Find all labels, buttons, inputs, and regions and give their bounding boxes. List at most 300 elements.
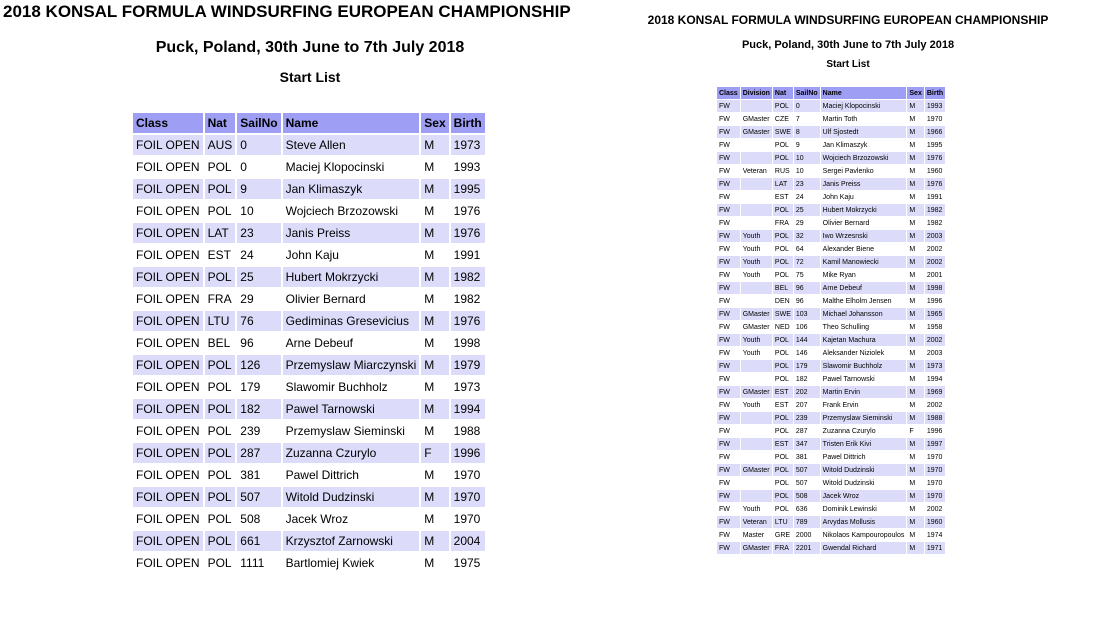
sex-cell: M [907,269,923,281]
sex-cell: F [907,425,923,437]
class-cell: FOIL OPEN [133,201,203,221]
table-row [717,165,945,177]
name-cell: Zuzanna Czurylo [283,443,420,463]
name-cell: Slawomir Buchholz [283,377,420,397]
table-row [133,509,485,529]
table-header-row [133,113,485,133]
name-cell: Wojciech Brzozowski [821,152,907,164]
birth-cell: 1993 [451,157,485,177]
table-row [717,334,945,346]
table-row [717,217,945,229]
birth-cell: 1994 [925,373,945,385]
division-cell: Veteran [741,516,772,528]
class-cell: FOIL OPEN [133,509,203,529]
nat-cell: POL [773,230,793,242]
sex-cell: M [907,490,923,502]
table-row [133,465,485,485]
table-row [717,126,945,138]
sailno-cell: 1111 [237,553,280,573]
column-header: Class [133,113,203,133]
sailno-cell: 75 [794,269,820,281]
nat-cell: NED [773,321,793,333]
sex-cell: M [421,157,448,177]
name-cell: Mike Ryan [821,269,907,281]
name-cell: Janis Preiss [821,178,907,190]
birth-cell: 2001 [925,269,945,281]
nat-cell: POL [205,553,236,573]
birth-cell: 1991 [925,191,945,203]
table-row [133,267,485,287]
name-cell: Jacek Wroz [283,509,420,529]
nat-cell: GRE [773,529,793,541]
table-row [133,355,485,375]
division-cell: Youth [741,230,772,242]
table-row [133,487,485,507]
name-cell: Ulf Sjostedt [821,126,907,138]
name-cell: Jan Klimaszyk [821,139,907,151]
table-row [133,399,485,419]
table-row [717,230,945,242]
column-header: Sex [421,113,448,133]
sailno-cell: 0 [794,100,820,112]
table-header-row [717,87,945,99]
name-cell: Theo Schulling [821,321,907,333]
sex-cell: M [907,217,923,229]
class-cell: FW [717,243,740,255]
birth-cell: 1982 [451,289,485,309]
sex-cell: M [421,201,448,221]
class-cell: FOIL OPEN [133,487,203,507]
name-cell: Przemyslaw Miarczynski [283,355,420,375]
sex-cell: M [907,321,923,333]
division-cell: Master [741,529,772,541]
class-cell: FW [717,217,740,229]
event-subtitle: Puck, Poland, 30th June to 7th July 2018 [155,39,465,56]
division-cell: GMaster [741,386,772,398]
name-cell: Olivier Bernard [283,289,420,309]
class-cell: FW [717,464,740,476]
sex-cell: M [421,311,448,331]
name-cell: Maciej Klopocinski [821,100,907,112]
name-cell: Nikolaos Kampouropoulos [821,529,907,541]
nat-cell: POL [205,355,236,375]
class-cell: FW [717,204,740,216]
sailno-cell: 24 [794,191,820,203]
nat-cell: FRA [773,542,793,554]
sailno-cell: 9 [794,139,820,151]
table-row [717,438,945,450]
class-cell: FW [717,100,740,112]
nat-cell: CZE [773,113,793,125]
sex-cell: M [421,267,448,287]
table-row [717,321,945,333]
column-header: Sex [907,87,923,99]
table-row [717,412,945,424]
sailno-cell: 239 [237,421,280,441]
name-cell: Zuzanna Czurylo [821,425,907,437]
nat-cell: EST [773,438,793,450]
sailno-cell: 2201 [794,542,820,554]
sailno-cell: 2000 [794,529,820,541]
division-cell [741,204,772,216]
sailno-cell: 72 [794,256,820,268]
table-row [717,100,945,112]
birth-cell: 1971 [925,542,945,554]
birth-cell: 1982 [451,267,485,287]
nat-cell: POL [773,490,793,502]
name-cell: Martin Ervin [821,386,907,398]
sex-cell: M [421,223,448,243]
class-cell: FW [717,529,740,541]
sex-cell: M [421,487,448,507]
division-cell [741,438,772,450]
sailno-cell: 636 [794,503,820,515]
birth-cell: 1976 [451,201,485,221]
name-cell: Janis Preiss [283,223,420,243]
nat-cell: EST [773,386,793,398]
sailno-cell: 239 [794,412,820,424]
sex-cell: F [421,443,448,463]
table-row [717,295,945,307]
nat-cell: POL [773,503,793,515]
class-cell: FOIL OPEN [133,223,203,243]
name-cell: Jacek Wroz [821,490,907,502]
name-cell: Iwo Wrzesnski [821,230,907,242]
class-cell: FW [717,360,740,372]
table-row [133,377,485,397]
class-cell: FW [717,295,740,307]
division-cell: Veteran [741,165,772,177]
table-row [717,204,945,216]
sailno-cell: 507 [237,487,280,507]
division-cell [741,295,772,307]
class-cell: FW [717,451,740,463]
birth-cell: 1976 [925,178,945,190]
table-row [133,311,485,331]
sex-cell: M [907,191,923,203]
nat-cell: SWE [773,126,793,138]
name-cell: Przemyslaw Sieminski [821,412,907,424]
table-row [717,399,945,411]
sex-cell: M [421,333,448,353]
sex-cell: M [421,355,448,375]
sex-cell: M [907,243,923,255]
nat-cell: POL [205,399,236,419]
birth-cell: 1994 [451,399,485,419]
name-cell: Aleksander Niziolek [821,347,907,359]
name-cell: Witold Dudzinski [821,464,907,476]
sailno-cell: 381 [237,465,280,485]
nat-cell: LTU [205,311,236,331]
class-cell: FOIL OPEN [133,553,203,573]
sailno-cell: 507 [794,464,820,476]
name-cell: Martin Toth [821,113,907,125]
sailno-cell: 287 [237,443,280,463]
birth-cell: 1974 [925,529,945,541]
column-header: Division [741,87,772,99]
birth-cell: 1996 [925,295,945,307]
class-cell: FW [717,308,740,320]
birth-cell: 1970 [925,490,945,502]
division-cell: Youth [741,334,772,346]
sailno-cell: 0 [237,135,280,155]
sex-cell: M [907,399,923,411]
table-row [717,425,945,437]
table-row [133,179,485,199]
sex-cell: M [421,135,448,155]
sailno-cell: 126 [237,355,280,375]
sex-cell: M [907,334,923,346]
sailno-cell: 182 [794,373,820,385]
table-row [717,308,945,320]
column-header: Name [821,87,907,99]
table-row [133,443,485,463]
birth-cell: 1995 [925,139,945,151]
name-cell: Witold Dudzinski [821,477,907,489]
table-row [717,347,945,359]
sailno-cell: 96 [794,282,820,294]
birth-cell: 2003 [925,230,945,242]
class-cell: FW [717,542,740,554]
class-cell: FOIL OPEN [133,135,203,155]
class-cell: FW [717,139,740,151]
birth-cell: 1970 [451,465,485,485]
sex-cell: M [907,438,923,450]
name-cell: Bartlomiej Kwiek [283,553,420,573]
birth-cell: 2002 [925,399,945,411]
name-cell: Maciej Klopocinski [283,157,420,177]
birth-cell: 1970 [925,464,945,476]
sailno-cell: 207 [794,399,820,411]
sailno-cell: 24 [237,245,280,265]
sex-cell: M [421,377,448,397]
class-cell: FW [717,412,740,424]
sex-cell: M [907,412,923,424]
name-cell: Dominik Lewinski [821,503,907,515]
sex-cell: M [907,178,923,190]
nat-cell: POL [205,421,236,441]
division-cell [741,100,772,112]
column-header: Nat [205,113,236,133]
birth-cell: 2002 [925,243,945,255]
nat-cell: BEL [205,333,236,353]
table-row [717,542,945,554]
birth-cell: 1991 [451,245,485,265]
sailno-cell: 182 [237,399,280,419]
sailno-cell: 25 [237,267,280,287]
sex-cell: M [907,282,923,294]
sex-cell: M [907,139,923,151]
birth-cell: 1996 [451,443,485,463]
table-row [717,503,945,515]
name-cell: Pawel Tarnowski [283,399,420,419]
birth-cell: 1998 [925,282,945,294]
division-cell: GMaster [741,321,772,333]
sex-cell: M [907,308,923,320]
nat-cell: RUS [773,165,793,177]
division-cell [741,152,772,164]
column-header: Nat [773,87,793,99]
sex-cell: M [907,204,923,216]
division-cell: Youth [741,347,772,359]
table-row [133,333,485,353]
name-cell: Przemyslaw Sieminski [283,421,420,441]
division-cell [741,217,772,229]
sex-cell: M [421,179,448,199]
sex-cell: M [421,289,448,309]
class-cell: FW [717,256,740,268]
division-cell: Youth [741,256,772,268]
class-cell: FOIL OPEN [133,531,203,551]
birth-cell: 1976 [451,223,485,243]
formula-start-list-table [716,86,946,555]
class-cell: FOIL OPEN [133,443,203,463]
name-cell: Frank Ervin [821,399,907,411]
class-cell: FW [717,152,740,164]
division-cell: GMaster [741,126,772,138]
division-cell: GMaster [741,113,772,125]
nat-cell: POL [773,152,793,164]
class-cell: FW [717,425,740,437]
table-row [133,245,485,265]
birth-cell: 1982 [925,204,945,216]
class-cell: FW [717,503,740,515]
sex-cell: M [907,477,923,489]
sex-cell: M [907,100,923,112]
table-row [717,477,945,489]
name-cell: Wojciech Brzozowski [283,201,420,221]
column-header: Birth [451,113,485,133]
sex-cell: M [907,347,923,359]
column-header: SailNo [237,113,280,133]
birth-cell: 2002 [925,503,945,515]
sex-cell: M [907,113,923,125]
column-header: Name [283,113,420,133]
sex-cell: M [907,256,923,268]
name-cell: Krzysztof Zarnowski [283,531,420,551]
sex-cell: M [907,451,923,463]
start-list-heading: Start List [826,59,870,70]
name-cell: Pawel Dittrich [283,465,420,485]
sex-cell: M [421,245,448,265]
class-cell: FW [717,334,740,346]
column-header: SailNo [794,87,820,99]
sex-cell: M [907,360,923,372]
nat-cell: FRA [205,289,236,309]
birth-cell: 1973 [925,360,945,372]
class-cell: FW [717,347,740,359]
nat-cell: EST [205,245,236,265]
nat-cell: POL [773,204,793,216]
name-cell: Michael Johansson [821,308,907,320]
sailno-cell: 9 [237,179,280,199]
sex-cell: M [907,542,923,554]
nat-cell: POL [205,487,236,507]
birth-cell: 2003 [925,347,945,359]
sailno-cell: 23 [794,178,820,190]
class-cell: FW [717,191,740,203]
class-cell: FOIL OPEN [133,157,203,177]
name-cell: Hubert Mokrzycki [821,204,907,216]
sailno-cell: 381 [794,451,820,463]
division-cell [741,373,772,385]
class-cell: FW [717,165,740,177]
sex-cell: M [907,152,923,164]
sailno-cell: 7 [794,113,820,125]
birth-cell: 1970 [451,509,485,529]
class-cell: FOIL OPEN [133,399,203,419]
division-cell: Youth [741,243,772,255]
class-cell: FOIL OPEN [133,377,203,397]
nat-cell: FRA [773,217,793,229]
class-cell: FOIL OPEN [133,245,203,265]
birth-cell: 1970 [925,451,945,463]
column-header: Birth [925,87,945,99]
birth-cell: 1988 [925,412,945,424]
name-cell: John Kaju [821,191,907,203]
sailno-cell: 10 [794,165,820,177]
nat-cell: LAT [773,178,793,190]
class-cell: FOIL OPEN [133,179,203,199]
birth-cell: 2004 [451,531,485,551]
birth-cell: 1982 [925,217,945,229]
table-row [717,256,945,268]
nat-cell: POL [205,267,236,287]
class-cell: FW [717,269,740,281]
name-cell: Pawel Dittrich [821,451,907,463]
division-cell: GMaster [741,308,772,320]
birth-cell: 1997 [925,438,945,450]
name-cell: Kajetan Machura [821,334,907,346]
name-cell: Pawel Tarnowski [821,373,907,385]
name-cell: Slawomir Buchholz [821,360,907,372]
name-cell: Sergei Pavlenko [821,165,907,177]
nat-cell: POL [773,412,793,424]
name-cell: Steve Allen [283,135,420,155]
birth-cell: 1960 [925,165,945,177]
table-row [717,373,945,385]
sailno-cell: 8 [794,126,820,138]
nat-cell: POL [773,347,793,359]
sailno-cell: 508 [794,490,820,502]
table-row [717,113,945,125]
nat-cell: POL [205,157,236,177]
sailno-cell: 179 [794,360,820,372]
sailno-cell: 29 [794,217,820,229]
table-row [133,157,485,177]
class-cell: FOIL OPEN [133,267,203,287]
division-cell [741,139,772,151]
sailno-cell: 508 [237,509,280,529]
table-row [133,553,485,573]
table-row [717,490,945,502]
table-row [133,421,485,441]
division-cell [741,425,772,437]
sailno-cell: 144 [794,334,820,346]
birth-cell: 1973 [451,135,485,155]
formula-start-list-panel [636,0,1060,552]
table-row [717,139,945,151]
sex-cell: M [421,553,448,573]
nat-cell: DEN [773,295,793,307]
table-row [717,269,945,281]
sex-cell: M [907,529,923,541]
division-cell [741,412,772,424]
class-cell: FW [717,386,740,398]
sex-cell: M [907,230,923,242]
table-row [717,178,945,190]
birth-cell: 1993 [925,100,945,112]
